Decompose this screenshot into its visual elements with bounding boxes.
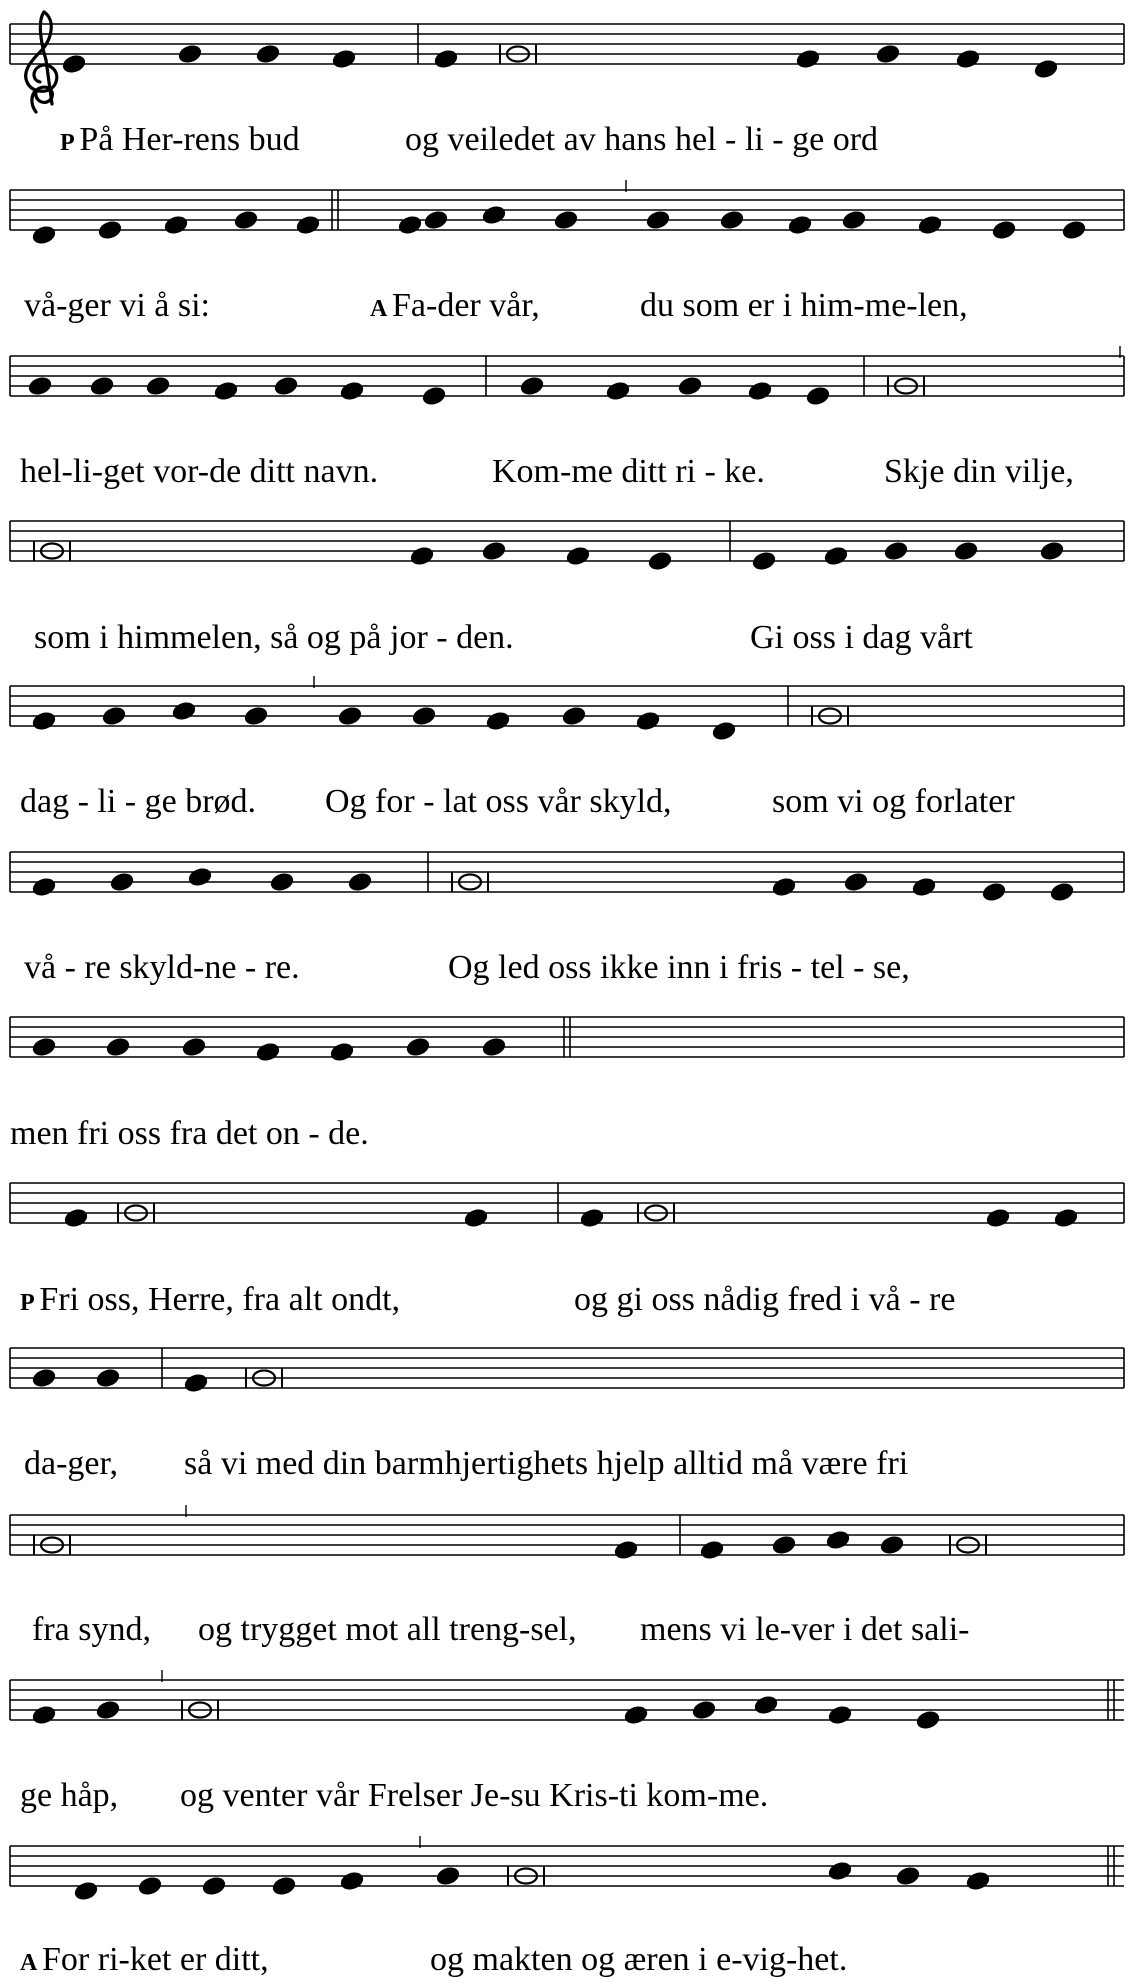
staff-system <box>10 1836 1124 1978</box>
note-head <box>396 214 423 237</box>
note-head <box>604 380 631 403</box>
staff-lines <box>10 1348 1124 1388</box>
staff-system <box>10 1348 1124 1482</box>
note-head <box>822 545 849 568</box>
note-head <box>984 1207 1011 1230</box>
lyric-line <box>20 1777 118 1814</box>
lyric-line <box>20 1281 400 1318</box>
note-head <box>842 871 869 894</box>
note-head <box>786 214 813 237</box>
note-head <box>100 705 127 728</box>
lyric-text: På Her-rens bud <box>79 121 300 158</box>
lyric-text: hel-li-get vor-de ditt navn. <box>20 453 379 490</box>
lyric-line <box>60 121 300 158</box>
note-head <box>840 209 867 232</box>
lyric-line <box>448 949 910 986</box>
note-head <box>420 385 447 408</box>
lyric-line <box>20 1941 269 1978</box>
lyric-text: som vi og forlater <box>772 783 1015 820</box>
lyric-line <box>325 783 672 820</box>
note-head <box>718 209 745 232</box>
staff-lines <box>10 1017 1124 1057</box>
lyric-line <box>772 783 1015 820</box>
lyric-text: og trygget mot all treng-sel, <box>198 1611 577 1648</box>
note-head <box>404 1036 431 1059</box>
note-head <box>484 710 511 733</box>
lyric-text: For ri-ket er ditt, <box>42 1941 269 1978</box>
lyric-line <box>32 1611 151 1648</box>
note-head <box>162 214 189 237</box>
note-head <box>752 1694 779 1717</box>
note-head <box>330 48 357 71</box>
lyric-line <box>574 1281 955 1318</box>
note-head <box>746 380 773 403</box>
lyric-text: Fa-der vår, <box>392 287 540 324</box>
note-head <box>254 43 281 66</box>
note-head <box>990 219 1017 242</box>
lyric-line <box>405 121 878 158</box>
note-head <box>60 53 87 76</box>
role-marker: A <box>370 296 393 322</box>
note-head <box>104 1036 131 1059</box>
note-head <box>952 540 979 563</box>
note-head <box>338 380 365 403</box>
lyric-text: vå - re skyld-ne - re. <box>24 949 300 986</box>
note-head <box>422 209 449 232</box>
staff-lines <box>10 852 1124 892</box>
note-head <box>878 1534 905 1557</box>
note-head <box>62 1207 89 1230</box>
staff-system <box>10 346 1124 490</box>
note-head <box>30 1704 57 1727</box>
role-marker: A <box>20 1950 43 1976</box>
note-head <box>1048 881 1075 904</box>
lyric-line <box>24 1445 118 1482</box>
note-head <box>612 1539 639 1562</box>
note-head <box>294 214 321 237</box>
note-head <box>552 209 579 232</box>
note-head <box>144 375 171 398</box>
note-head <box>518 375 545 398</box>
note-head <box>30 710 57 733</box>
lyric-line <box>180 1777 768 1814</box>
lyric-line <box>20 783 256 820</box>
staff-lines <box>10 1680 1124 1720</box>
note-head <box>874 43 901 66</box>
note-head <box>634 710 661 733</box>
lyric-line <box>10 1115 369 1152</box>
note-head <box>1060 219 1087 242</box>
note-head <box>30 1036 57 1059</box>
lyric-line <box>492 453 765 490</box>
note-head <box>894 1865 921 1888</box>
staff-lines <box>10 24 1124 64</box>
note-head <box>434 1865 461 1888</box>
lyric-line <box>24 287 210 324</box>
note-head <box>94 1367 121 1390</box>
note-head <box>622 1704 649 1727</box>
note-head <box>108 871 135 894</box>
note-head <box>826 1704 853 1727</box>
lyric-text: Gi oss i dag vårt <box>750 619 973 656</box>
note-head <box>980 881 1007 904</box>
note-head <box>480 540 507 563</box>
lyric-text: dag - li - ge brød. <box>20 783 257 820</box>
lyric-text: Og for - lat oss vår skyld, <box>325 783 672 820</box>
staff-system <box>10 852 1124 986</box>
lyric-line <box>750 619 973 656</box>
lyric-text: du som er i him-me-len, <box>640 287 968 324</box>
note-head <box>30 1367 57 1390</box>
staff-system <box>10 24 1124 158</box>
lyric-text: Fri oss, Herre, fra alt ondt, <box>39 1281 401 1318</box>
note-head <box>1052 1207 1079 1230</box>
lyric-line <box>20 453 378 490</box>
note-head <box>644 209 671 232</box>
lyric-text: som i himmelen, så og på jor - den. <box>34 619 514 656</box>
note-head <box>272 375 299 398</box>
note-head <box>30 876 57 899</box>
note-head <box>268 871 295 894</box>
note-head <box>328 1041 355 1064</box>
lyric-line <box>640 287 968 324</box>
note-head <box>710 720 737 743</box>
note-head <box>242 705 269 728</box>
note-head <box>770 1534 797 1557</box>
lyric-line <box>24 949 300 986</box>
lyric-line <box>184 1445 908 1482</box>
note-head <box>94 1699 121 1722</box>
note-head <box>26 375 53 398</box>
lyric-text: og makten og æren i e-vig-het. <box>430 1941 848 1978</box>
note-head <box>88 375 115 398</box>
note-head <box>200 1875 227 1898</box>
note-head <box>186 866 213 889</box>
note-head <box>254 1041 281 1064</box>
note-head <box>964 1870 991 1893</box>
lyric-text: Skje din vilje, <box>884 453 1074 490</box>
treble-clef-icon <box>26 12 57 112</box>
note-head <box>462 1207 489 1230</box>
staff-lines <box>10 1183 1124 1223</box>
note-head <box>750 550 777 573</box>
note-head <box>560 705 587 728</box>
note-head <box>794 48 821 71</box>
note-head <box>480 204 507 227</box>
lyric-text: vå-ger vi å si: <box>24 287 210 324</box>
staff-system <box>10 676 1124 820</box>
note-head <box>676 375 703 398</box>
note-head <box>180 1036 207 1059</box>
note-head <box>212 380 239 403</box>
staff-system <box>10 1670 1124 1814</box>
note-head <box>336 705 363 728</box>
lyric-line <box>430 1941 847 1978</box>
staff-system <box>10 180 1124 324</box>
note-head <box>346 871 373 894</box>
staff-lines <box>10 1846 1124 1886</box>
lyric-line <box>34 619 514 656</box>
note-head <box>182 1372 209 1395</box>
lyric-text: og venter vår Frelser Je-su Kris-ti kom-me. <box>180 1777 769 1814</box>
note-head <box>770 876 797 899</box>
note-head <box>338 1870 365 1893</box>
lyric-text: og gi oss nådig fred i vå - re <box>574 1281 956 1318</box>
note-head <box>1032 58 1059 81</box>
lyric-text: men fri oss fra det on - de. <box>10 1115 369 1152</box>
note-head <box>824 1529 851 1552</box>
note-head <box>804 385 831 408</box>
note-head <box>690 1699 717 1722</box>
lyric-text: da-ger, <box>24 1445 118 1482</box>
lyric-line <box>198 1611 577 1648</box>
note-head <box>432 48 459 71</box>
note-head <box>170 700 197 723</box>
note-head <box>176 43 203 66</box>
lyric-text: mens vi le-ver i det sali- <box>640 1611 970 1648</box>
lyric-text: så vi med din barmhjertighets hjelp alltid må være fri <box>184 1445 909 1482</box>
staff-system <box>10 1505 1124 1648</box>
note-head <box>270 1875 297 1898</box>
note-head <box>96 219 123 242</box>
note-head <box>882 540 909 563</box>
note-head <box>914 1709 941 1732</box>
lyric-text: Kom-me ditt ri - ke. <box>492 453 765 490</box>
staff-system <box>10 1183 1124 1318</box>
note-head <box>916 214 943 237</box>
role-marker: P <box>60 130 80 156</box>
role-marker: P <box>20 1290 40 1316</box>
lyric-text: Og led oss ikke inn i fris - tel - se, <box>448 949 910 986</box>
note-head <box>480 1036 507 1059</box>
staff-system <box>10 521 1124 656</box>
note-head <box>30 224 57 247</box>
lyric-line <box>640 1611 970 1648</box>
lyric-text: fra synd, <box>32 1611 151 1648</box>
staff-lines <box>10 1515 1124 1555</box>
lyric-text: ge håp, <box>20 1777 119 1814</box>
note-head <box>826 1860 853 1883</box>
note-head <box>408 545 435 568</box>
note-head <box>232 209 259 232</box>
staff-lines <box>10 356 1124 396</box>
lyric-line <box>370 287 540 324</box>
note-head <box>136 1875 163 1898</box>
note-head <box>564 545 591 568</box>
lyric-text: og veiledet av hans hel - li - ge ord <box>405 121 879 158</box>
note-head <box>1038 540 1065 563</box>
note-head <box>72 1880 99 1903</box>
note-head <box>410 705 437 728</box>
lyric-line <box>884 453 1074 490</box>
note-head <box>646 550 673 573</box>
note-head <box>698 1539 725 1562</box>
note-head <box>578 1207 605 1230</box>
staff-system <box>10 1017 1124 1152</box>
note-head <box>954 48 981 71</box>
note-head <box>910 876 937 899</box>
